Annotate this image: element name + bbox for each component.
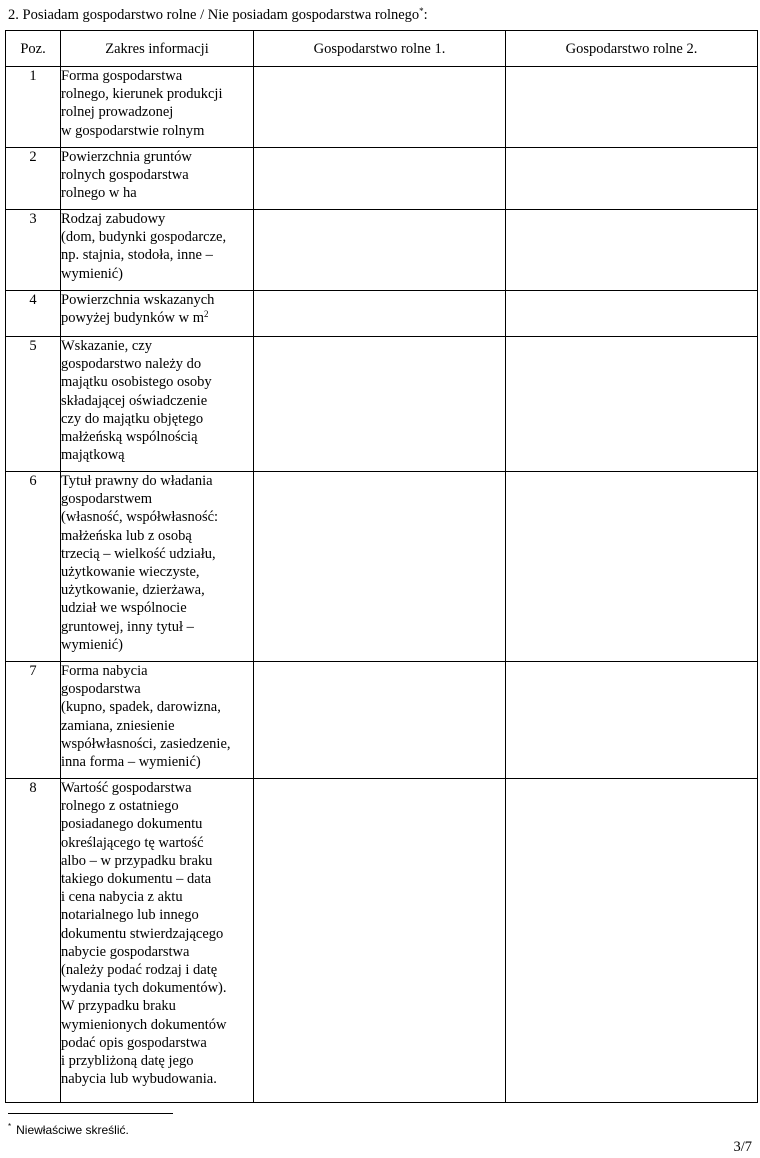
footnote-text: Niewłaściwe skreślić. — [16, 1123, 129, 1137]
description-line-text: rolnej prowadzonej — [61, 104, 174, 121]
description-line-text: w gospodarstwie rolnym — [61, 122, 205, 139]
description-line-text: wymienić) — [61, 636, 124, 653]
description-line-text: podać opis gospodarstwa — [61, 1034, 207, 1051]
gospodarstwo-2-cell[interactable] — [506, 291, 758, 337]
description-line — [61, 508, 253, 526]
superscript: 2 — [203, 309, 209, 320]
row-description — [61, 779, 254, 1103]
description-line-text: rolnego, kierunek produkcji — [61, 86, 223, 103]
description-line — [61, 1052, 253, 1070]
table-row — [6, 67, 758, 148]
footnote-marker: * — [419, 6, 424, 16]
description-line — [61, 753, 253, 771]
description-line-text: notarialnego lub innego — [61, 907, 199, 924]
description-line — [61, 527, 253, 545]
row-description — [61, 662, 254, 779]
row-number: 6 — [6, 472, 61, 662]
description-line — [61, 888, 253, 906]
gospodarstwo-2-cell[interactable] — [506, 67, 758, 148]
row-description — [61, 472, 254, 662]
description-line — [61, 265, 253, 283]
description-line — [61, 67, 253, 85]
description-line-text: Wskazanie, czy — [61, 338, 152, 354]
gospodarstwo-1-cell[interactable] — [254, 337, 506, 472]
description-line — [61, 472, 253, 490]
description-line — [61, 291, 253, 309]
gospodarstwo-1-cell[interactable] — [254, 472, 506, 662]
description-line-text: (własność, współwłasność: — [61, 509, 219, 526]
table-row — [6, 148, 758, 210]
description-line-text: małżeńską wspólnością — [61, 429, 198, 446]
description-line-text: takiego dokumentu – data — [61, 871, 212, 888]
row-description — [61, 148, 254, 210]
description-line-text: wymienionych dokumentów — [61, 1016, 227, 1033]
description-line — [61, 1070, 253, 1088]
description-line-text: np. stajnia, stodoła, inne – — [61, 247, 213, 264]
header-zakres-informacji: Zakres informacji — [61, 31, 254, 67]
description-line — [61, 246, 253, 264]
gospodarstwo-1-cell[interactable] — [254, 67, 506, 148]
description-line-text: określającego tę wartość — [61, 834, 204, 851]
footnote-marker: * — [8, 1122, 12, 1131]
description-line — [61, 834, 253, 852]
gospodarstwo-2-cell[interactable] — [506, 779, 758, 1103]
description-line-text: udział we wspólnocie — [61, 600, 187, 617]
gospodarstwo-2-cell[interactable] — [506, 472, 758, 662]
description-line — [61, 446, 253, 464]
gospodarstwo-2-cell[interactable] — [506, 337, 758, 472]
description-line — [61, 563, 253, 581]
description-line-text: współwłasności, zasiedzenie, — [61, 735, 231, 752]
description-line — [61, 545, 253, 563]
description-line — [61, 925, 253, 943]
description-line-text: rolnego z ostatniego — [61, 798, 179, 815]
table-header-row — [6, 31, 758, 67]
row-description — [61, 67, 254, 148]
description-line — [61, 309, 253, 327]
table-row — [6, 210, 758, 291]
description-line — [61, 779, 253, 797]
table-row — [6, 472, 758, 662]
row-description — [61, 210, 254, 291]
description-line-text: gospodarstwa — [61, 681, 141, 698]
description-line — [61, 428, 253, 446]
row-number: 3 — [6, 210, 61, 291]
description-line — [61, 392, 253, 410]
gospodarstwo-1-cell[interactable] — [254, 662, 506, 779]
description-line-text: rolnego w ha — [61, 185, 137, 202]
page-number: 3/7 — [733, 1139, 752, 1155]
description-line-text: majątkową — [61, 447, 125, 464]
description-line-text: i cena nabycia z aktu — [61, 889, 183, 906]
description-line — [61, 85, 253, 103]
section-heading — [8, 6, 428, 24]
description-line-text: wydania tych dokumentów). — [61, 980, 227, 997]
description-line — [61, 1016, 253, 1034]
description-line-text: majątku osobistego osoby — [61, 374, 212, 391]
description-line-text: dokumentu stwierdzającego — [61, 925, 224, 942]
description-line-text: (należy podać rodzaj i datę — [61, 962, 218, 979]
description-line — [61, 618, 253, 636]
description-line — [61, 184, 253, 202]
table-row — [6, 662, 758, 779]
description-line — [61, 581, 253, 599]
description-line — [61, 122, 253, 140]
gospodarstwo-1-cell[interactable] — [254, 291, 506, 337]
description-line-text: składającej oświadczenie — [61, 392, 208, 409]
description-line-text: inna forma – wymienić) — [61, 754, 201, 771]
description-line-text: czy do majątku objętego — [61, 410, 204, 427]
description-line-text: użytkowanie wieczyste, — [61, 564, 200, 581]
description-line-text: wymienić) — [61, 265, 124, 282]
description-line-text: użytkowanie, dzierżawa, — [61, 582, 205, 599]
description-line — [61, 906, 253, 924]
gospodarstwo-1-cell[interactable] — [254, 779, 506, 1103]
description-line-text: i przybliżoną datę jego — [61, 1053, 194, 1070]
header-gospodarstwo-1: Gospodarstwo rolne 1. — [254, 31, 506, 67]
description-line — [61, 228, 253, 246]
row-number: 8 — [6, 779, 61, 1103]
description-line — [61, 636, 253, 654]
description-line-text: albo – w przypadku braku — [61, 852, 213, 869]
description-line-text: Rodzaj zabudowy — [61, 211, 166, 227]
table-row — [6, 779, 758, 1103]
description-line-text: W przypadku braku — [61, 998, 176, 1015]
header-poz: Poz. — [6, 31, 61, 67]
row-description — [61, 291, 254, 337]
description-line — [61, 337, 253, 355]
description-line — [61, 979, 253, 997]
description-line — [61, 735, 253, 753]
description-line — [61, 210, 253, 228]
gospodarstwo-2-cell[interactable] — [506, 148, 758, 210]
description-line-text: gospodarstwo należy do — [61, 356, 202, 373]
description-line — [61, 997, 253, 1015]
description-line — [61, 662, 253, 680]
description-line — [61, 103, 253, 121]
footnote — [8, 1122, 129, 1138]
description-line — [61, 961, 253, 979]
description-line-text: Tytuł prawny do władania — [61, 473, 213, 489]
description-line — [61, 852, 253, 870]
section-heading-text: 2. Posiadam gospodarstwo rolne / Nie posiadam gospodarstwa rolnego — [8, 7, 420, 23]
description-line — [61, 490, 253, 508]
description-line-text: powyżej budynków w m — [61, 310, 204, 327]
description-line-text: Forma gospodarstwa — [61, 68, 183, 84]
description-line-text: Powierzchnia wskazanych — [61, 292, 215, 308]
gospodarstwo-1-cell[interactable] — [254, 148, 506, 210]
table-row — [6, 337, 758, 472]
description-line — [61, 680, 253, 698]
description-line — [61, 373, 253, 391]
description-line-text: małżeńska lub z osobą — [61, 527, 192, 544]
description-line-text: (dom, budynki gospodarcze, — [61, 229, 227, 246]
row-number: 7 — [6, 662, 61, 779]
description-line-text: gospodarstwem — [61, 491, 153, 508]
description-line — [61, 815, 253, 833]
description-line — [61, 148, 253, 166]
row-number: 4 — [6, 291, 61, 337]
description-line — [61, 870, 253, 888]
row-description — [61, 337, 254, 472]
description-line-text: gruntowej, inny tytuł – — [61, 618, 194, 635]
description-line-text: zamiana, zniesienie — [61, 717, 175, 734]
footnote-divider — [8, 1113, 173, 1114]
description-line-text: posiadanego dokumentu — [61, 816, 203, 833]
section-heading-suffix: : — [423, 7, 428, 23]
row-number: 1 — [6, 67, 61, 148]
gospodarstwo-2-cell[interactable] — [506, 210, 758, 291]
row-number: 5 — [6, 337, 61, 472]
description-line-text: nabycia lub wybudowania. — [61, 1071, 217, 1088]
description-line — [61, 410, 253, 428]
farm-information-table — [5, 30, 758, 1103]
description-line — [61, 698, 253, 716]
gospodarstwo-1-cell[interactable] — [254, 210, 506, 291]
gospodarstwo-2-cell[interactable] — [506, 662, 758, 779]
description-line-text: trzecią – wielkość udziału, — [61, 545, 216, 562]
description-line — [61, 717, 253, 735]
description-line-text: nabycie gospodarstwa — [61, 943, 190, 960]
description-line — [61, 599, 253, 617]
description-line — [61, 1034, 253, 1052]
description-line-text: rolnych gospodarstwa — [61, 167, 189, 184]
table-row — [6, 291, 758, 337]
header-gospodarstwo-2: Gospodarstwo rolne 2. — [506, 31, 758, 67]
description-line — [61, 943, 253, 961]
description-line-text: Wartość gospodarstwa — [61, 780, 192, 796]
table-body — [6, 67, 758, 1103]
description-line — [61, 166, 253, 184]
row-number: 2 — [6, 148, 61, 210]
description-line-text: Forma nabycia — [61, 663, 148, 679]
description-line — [61, 355, 253, 373]
description-line-text: Powierzchnia gruntów — [61, 149, 192, 165]
description-line — [61, 797, 253, 815]
description-line-text: (kupno, spadek, darowizna, — [61, 699, 221, 716]
